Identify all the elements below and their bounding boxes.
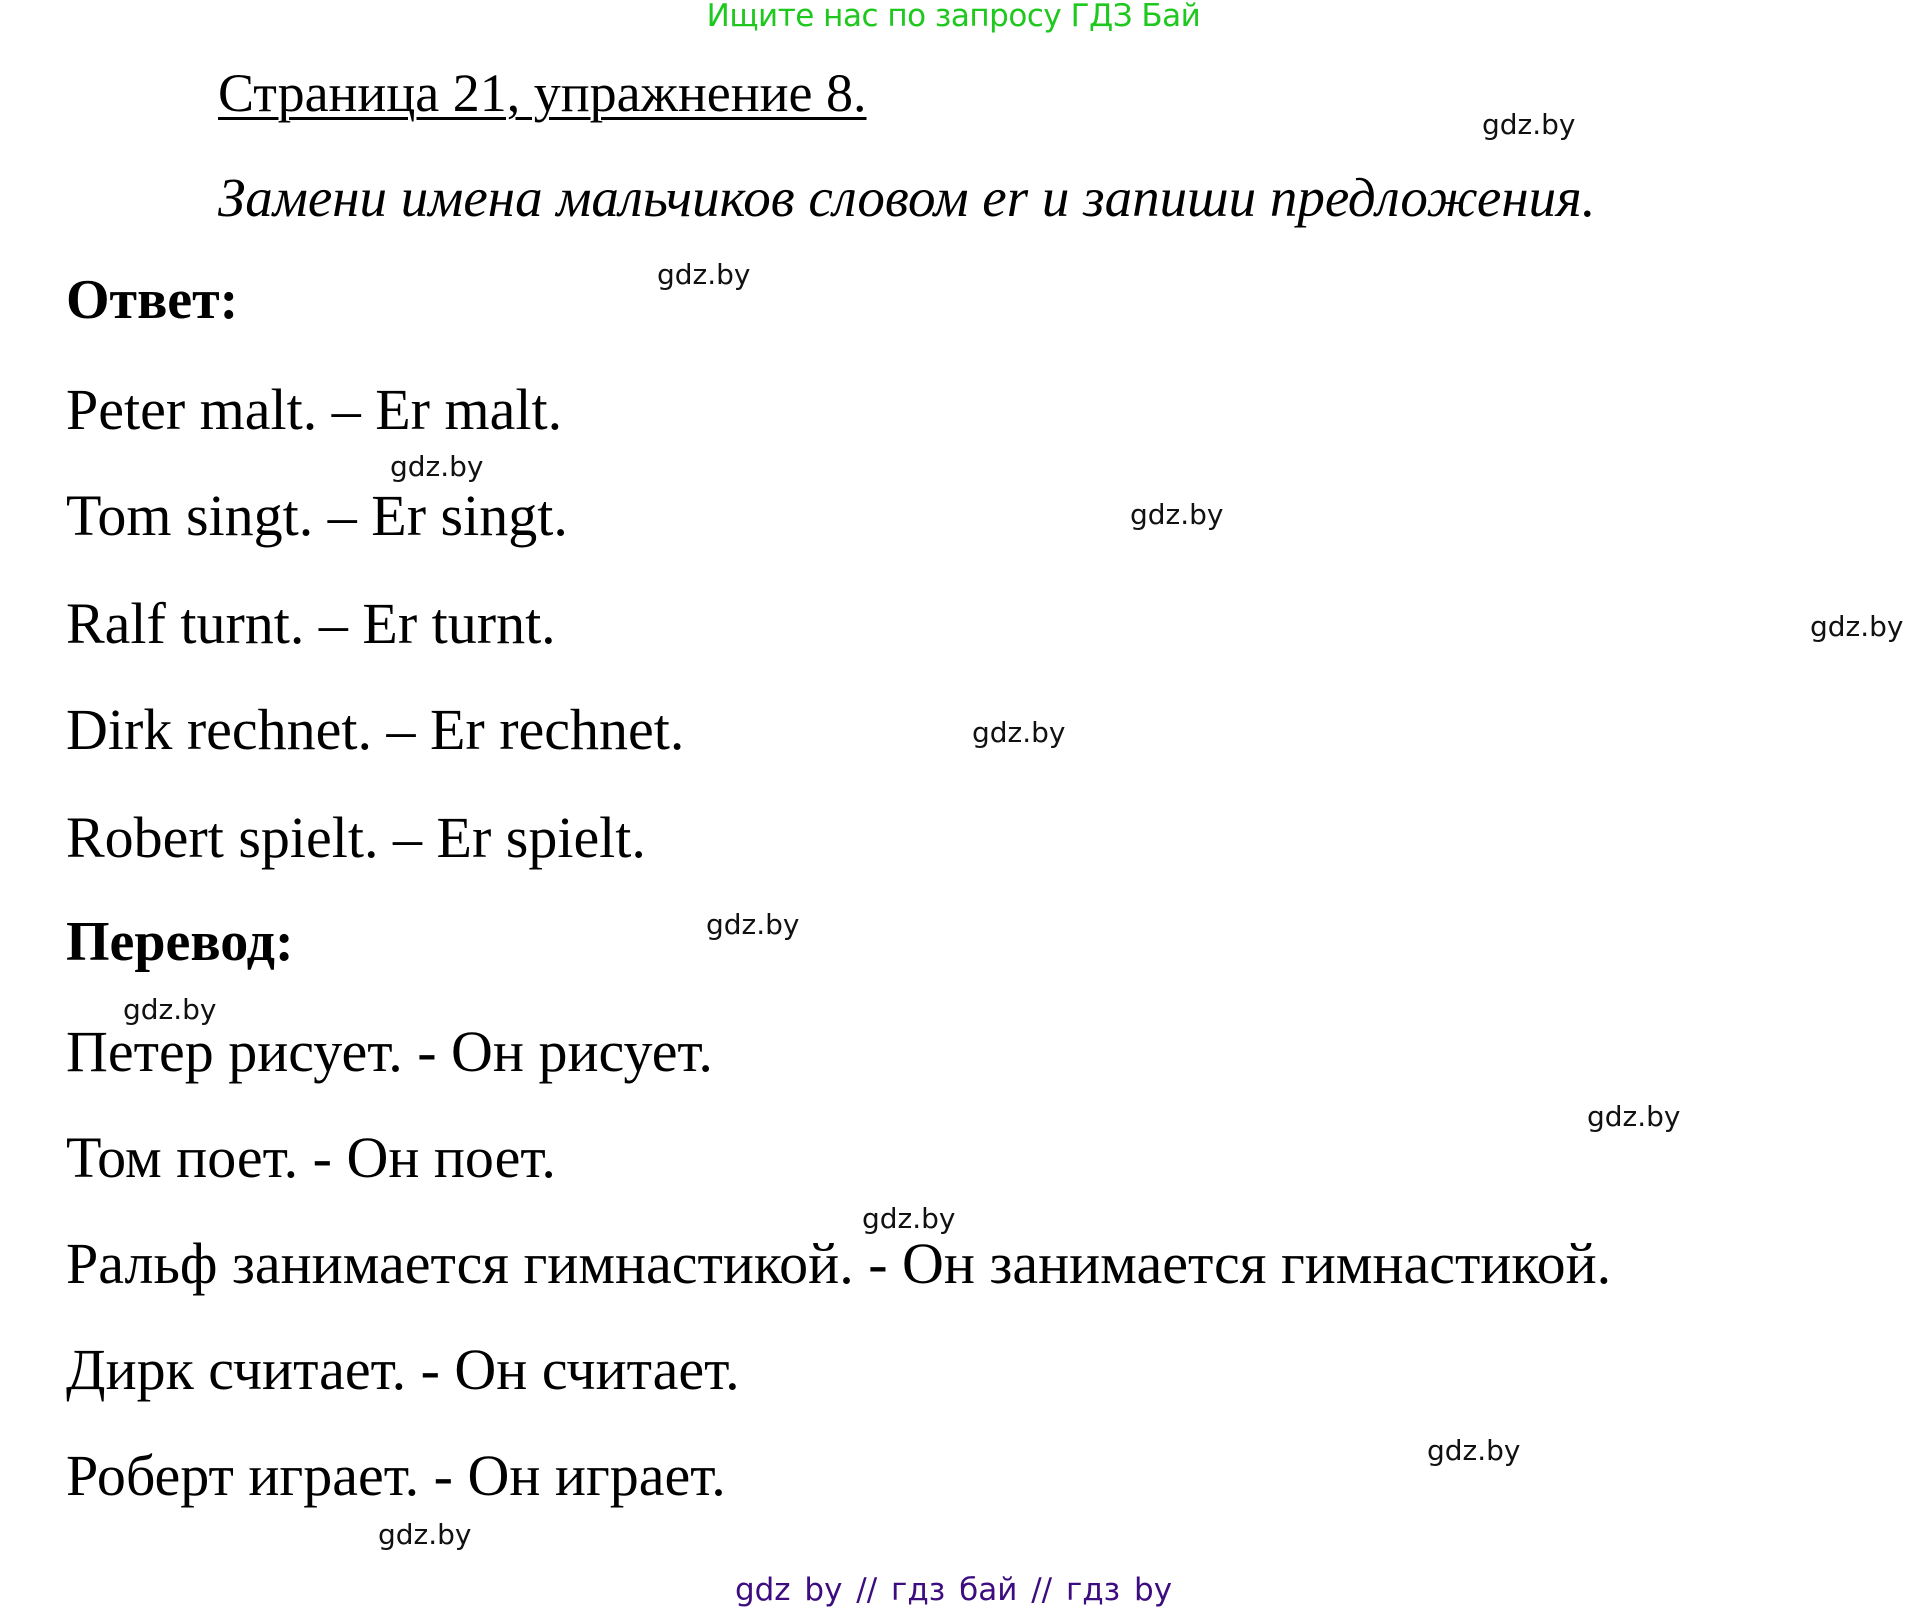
page-title: Страница 21, упражнение 8.	[218, 63, 867, 123]
footer-links[interactable]: gdz by // гдз бай // гдз by	[734, 1572, 1173, 1608]
answer-heading: Ответ:	[66, 269, 239, 331]
watermark: gdz.by	[1587, 1100, 1681, 1133]
answer-line: Tom singt. – Er singt.	[66, 483, 568, 548]
watermark: gdz.by	[1482, 108, 1576, 141]
promo-banner[interactable]: Ищите нас по запросу ГДЗ Бай	[706, 0, 1201, 34]
watermark: gdz.by	[706, 908, 800, 941]
watermark: gdz.by	[1810, 610, 1904, 643]
watermark: gdz.by	[862, 1202, 956, 1235]
translation-line: Ральф занимается гимнастикой. - Он занимается гимнастикой.	[66, 1231, 1612, 1296]
watermark: gdz.by	[378, 1518, 472, 1551]
translation-line: Петер рисует. - Он рисует.	[66, 1019, 713, 1084]
answer-line: Peter malt. – Er malt.	[66, 377, 563, 442]
answer-line: Ralf turnt. – Er turnt.	[66, 591, 556, 656]
watermark: gdz.by	[1130, 498, 1224, 531]
watermark: gdz.by	[972, 716, 1066, 749]
watermark: gdz.by	[1427, 1434, 1521, 1467]
watermark: gdz.by	[390, 450, 484, 483]
watermark: gdz.by	[657, 258, 751, 291]
translation-heading: Перевод:	[66, 911, 294, 973]
answer-line: Dirk rechnet. – Er rechnet.	[66, 697, 685, 762]
translation-line: Дирк считает. - Он считает.	[66, 1337, 740, 1402]
translation-line: Том поет. - Он поет.	[66, 1125, 556, 1190]
watermark: gdz.by	[123, 993, 217, 1026]
translation-line: Роберт играет. - Он играет.	[66, 1443, 726, 1508]
exercise-instruction: Замени имена мальчиков словом er и запиши предложения.	[218, 167, 1596, 228]
answer-line: Robert spielt. – Er spielt.	[66, 805, 646, 870]
